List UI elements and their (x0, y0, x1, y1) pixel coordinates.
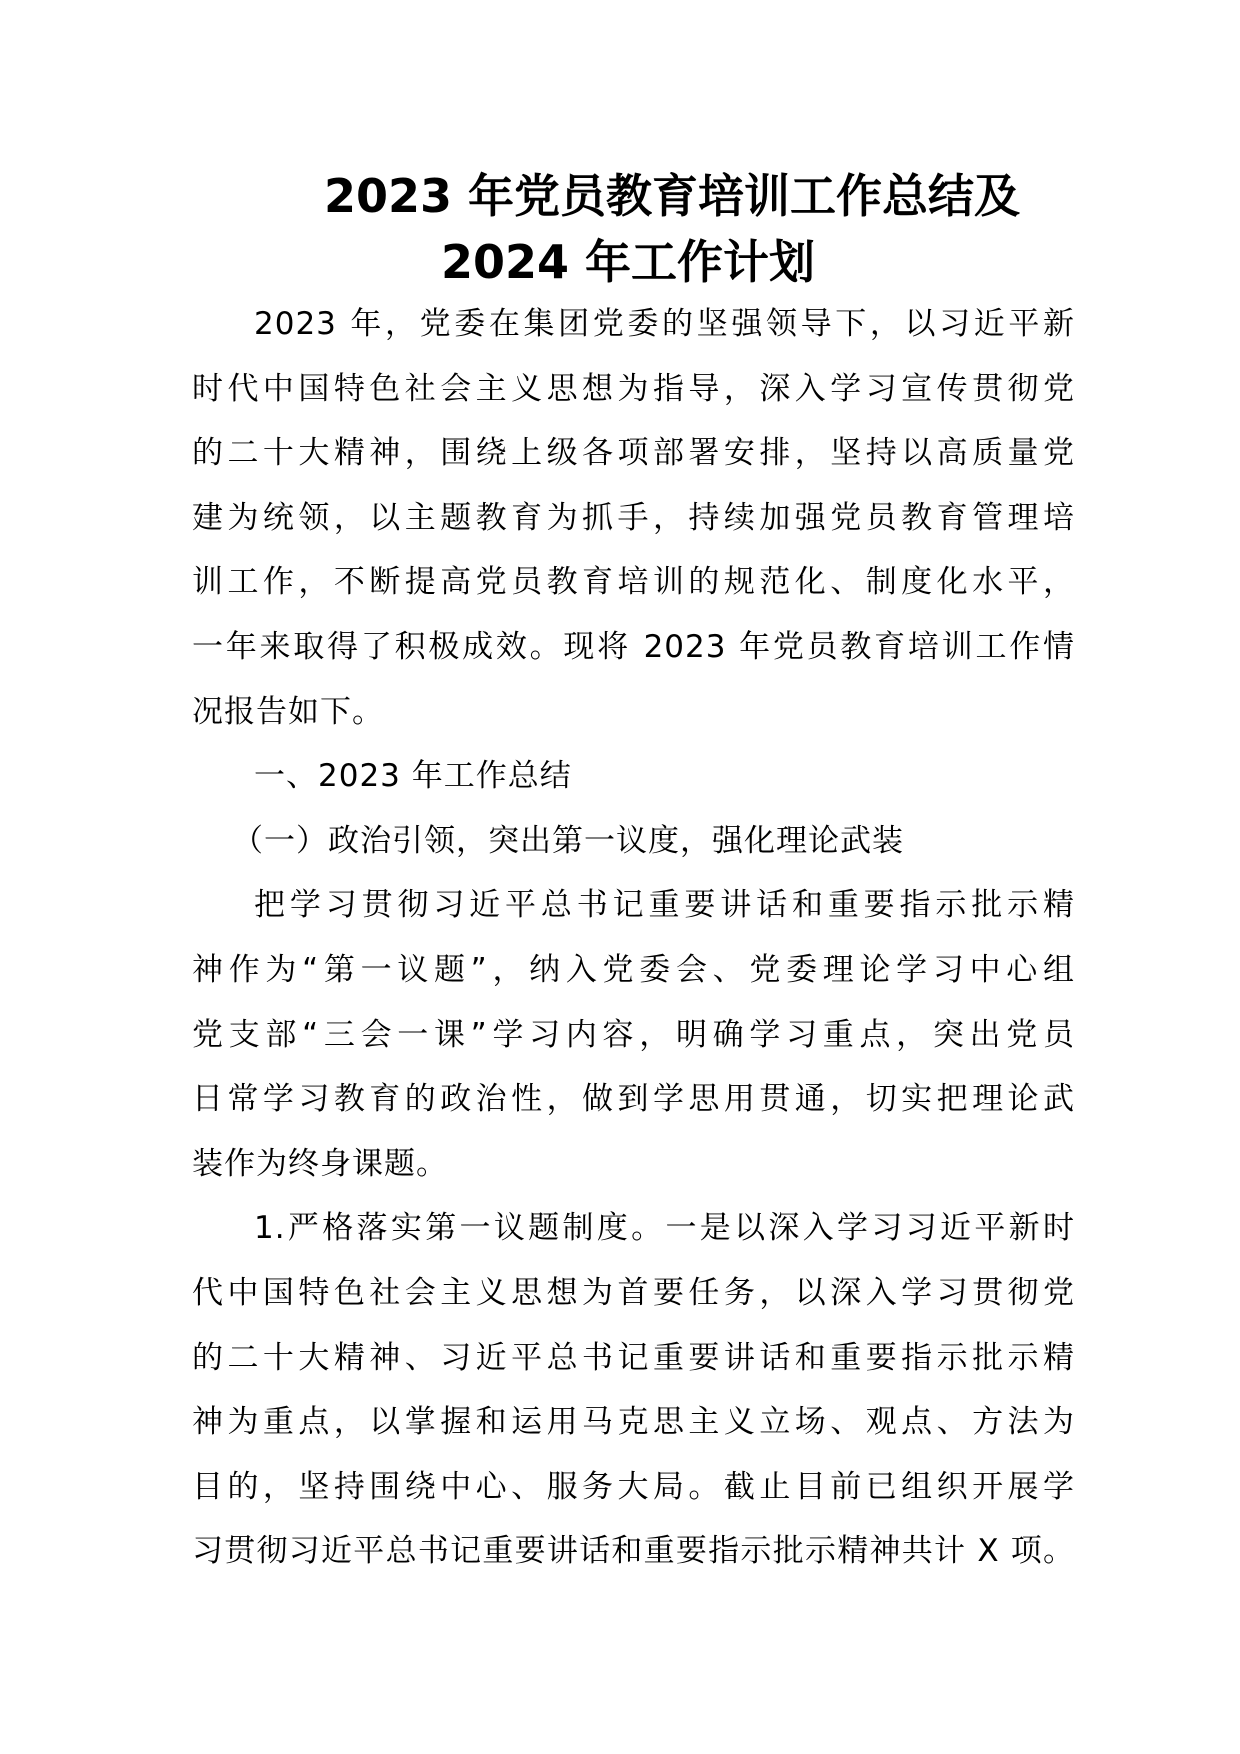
text-line: 目的，坚持围绕中心、服务大局。截止目前已组织开展学 (192, 1468, 1075, 1505)
text-line: 神作为“第一议题”，纳入党委会、党委理论学习中心组 (192, 951, 1075, 988)
text-line: 时代中国特色社会主义思想为指导，深入学习宣传贯彻党 (192, 370, 1075, 407)
text-line: 习贯彻习近平总书记重要讲话和重要指示批示精神共计 X 项。 (192, 1533, 1075, 1570)
intro-paragraph (192, 292, 1075, 744)
text-line: 神为重点，以掌握和运用马克思主义立场、观点、方法为 (192, 1404, 1075, 1441)
text-line: 建为统领，以主题教育为抓手，持续加强党员教育管理培 (192, 499, 1075, 536)
text-line: 况报告如下。 (192, 693, 384, 730)
text-line: 日常学习教育的政治性，做到学思用贯通，切实把理论武 (192, 1081, 1075, 1118)
text-line: 党支部“三会一课”学习内容，明确学习重点，突出党员 (192, 1016, 1075, 1053)
paragraph-first-topic (192, 873, 1075, 1196)
text-line: 的二十大精神、习近平总书记重要讲话和重要指示批示精 (192, 1339, 1075, 1376)
paragraph-item-1 (192, 1196, 1075, 1584)
text-line: 把学习贯彻习近平总书记重要讲话和重要指示批示精 (254, 887, 1075, 924)
section-heading: 一、2023 年工作总结 (254, 758, 572, 795)
subsection-heading: （一）政治引领，突出第一议度，强化理论武装 (232, 822, 904, 859)
text-line: 1.严格落实第一议题制度。一是以深入学习习近平新时 (254, 1210, 1075, 1247)
document-title-line-2: 2024 年工作计划 (441, 235, 816, 289)
text-line: 装作为终身课题。 (192, 1145, 448, 1182)
text-line: 代中国特色社会主义思想为首要任务，以深入学习贯彻党 (192, 1274, 1075, 1311)
text-line: 训工作，不断提高党员教育培训的规范化、制度化水平， (192, 564, 1075, 601)
text-line: 2023 年，党委在集团党委的坚强领导下，以习近平新 (254, 306, 1075, 342)
document-title-line-1: 2023 年党员教育培训工作总结及 (324, 169, 1021, 223)
text-line: 一年来取得了积极成效。现将 2023 年党员教育培训工作情 (192, 628, 1075, 665)
document-body (192, 292, 1075, 1584)
text-line: 的二十大精神，围绕上级各项部署安排，坚持以高质量党 (192, 435, 1075, 472)
